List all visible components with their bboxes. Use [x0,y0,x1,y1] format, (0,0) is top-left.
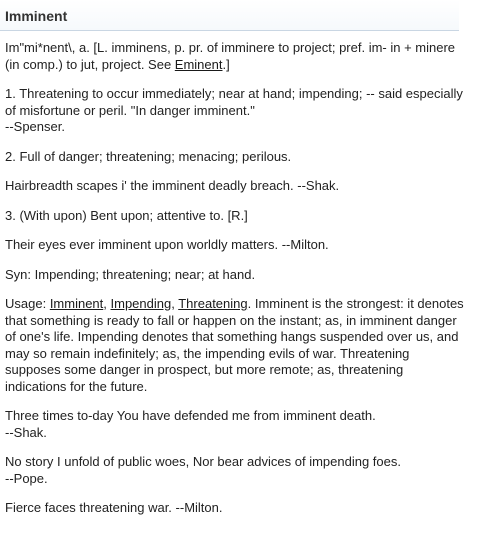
usage-sep-2: , [171,296,179,311]
link-eminent[interactable]: Eminent [174,56,223,72]
quote-milton-eyes: Their eyes ever imminent upon worldly matters. --Milton. [5,237,329,252]
link-impending[interactable]: Impending [110,296,172,311]
etymology-end: .] [222,56,230,72]
usage-label: Usage: [5,296,50,311]
quote-shak-death: Three times to-day You have defended me from imminent death. --Shak. [5,408,376,440]
sense-3: 3. (With upon) Bent upon; attentive to. [R.] [5,207,248,223]
usage-text: . Imminent is the strongest: it denotes that something is ready to fall or happen on the instant; as, in imminent danger of one's life. Impending denotes that something hangs suspended over us, and may so remain indefinitely; as, the impending evils of war. Threatening supposes some danger in prospect, but more remote; as, threatening indications for the future. [5,296,464,394]
quote-pope: No story I unfold of public woes, Nor bear advices of impending foes. --Pope. [5,454,401,486]
quote-milton-faces: Fierce faces threatening war. --Milton. [5,500,223,515]
quote-shak-breach: Hairbreadth scapes i' the imminent deadly breach. --Shak. [5,178,340,193]
etymology-text: Im"mi*nent\, a. [L. imminens, p. pr. of imminere to project; pref. im- in + minere (in comp.) to jut, project. See [5,40,456,72]
sense-1: 1. Threatening to occur immediately; near at hand; impending; -- said especially of misfortune or peril. "In danger imminent." --Spenser. [5,86,463,134]
etymology [5,31,467,73]
usage-sep-1: , [103,296,111,311]
sense-2: 2. Full of danger; threatening; menacing; perilous. [5,148,292,164]
link-imminent[interactable]: Imminent [49,296,104,311]
link-threatening[interactable]: Threatening [178,296,248,311]
synonyms: Syn: Impending; threatening; near; at hand. [5,266,256,282]
headword: Imminent [5,8,68,24]
entry-header [0,0,459,31]
usage-note [5,296,467,395]
entry-body [0,31,477,517]
